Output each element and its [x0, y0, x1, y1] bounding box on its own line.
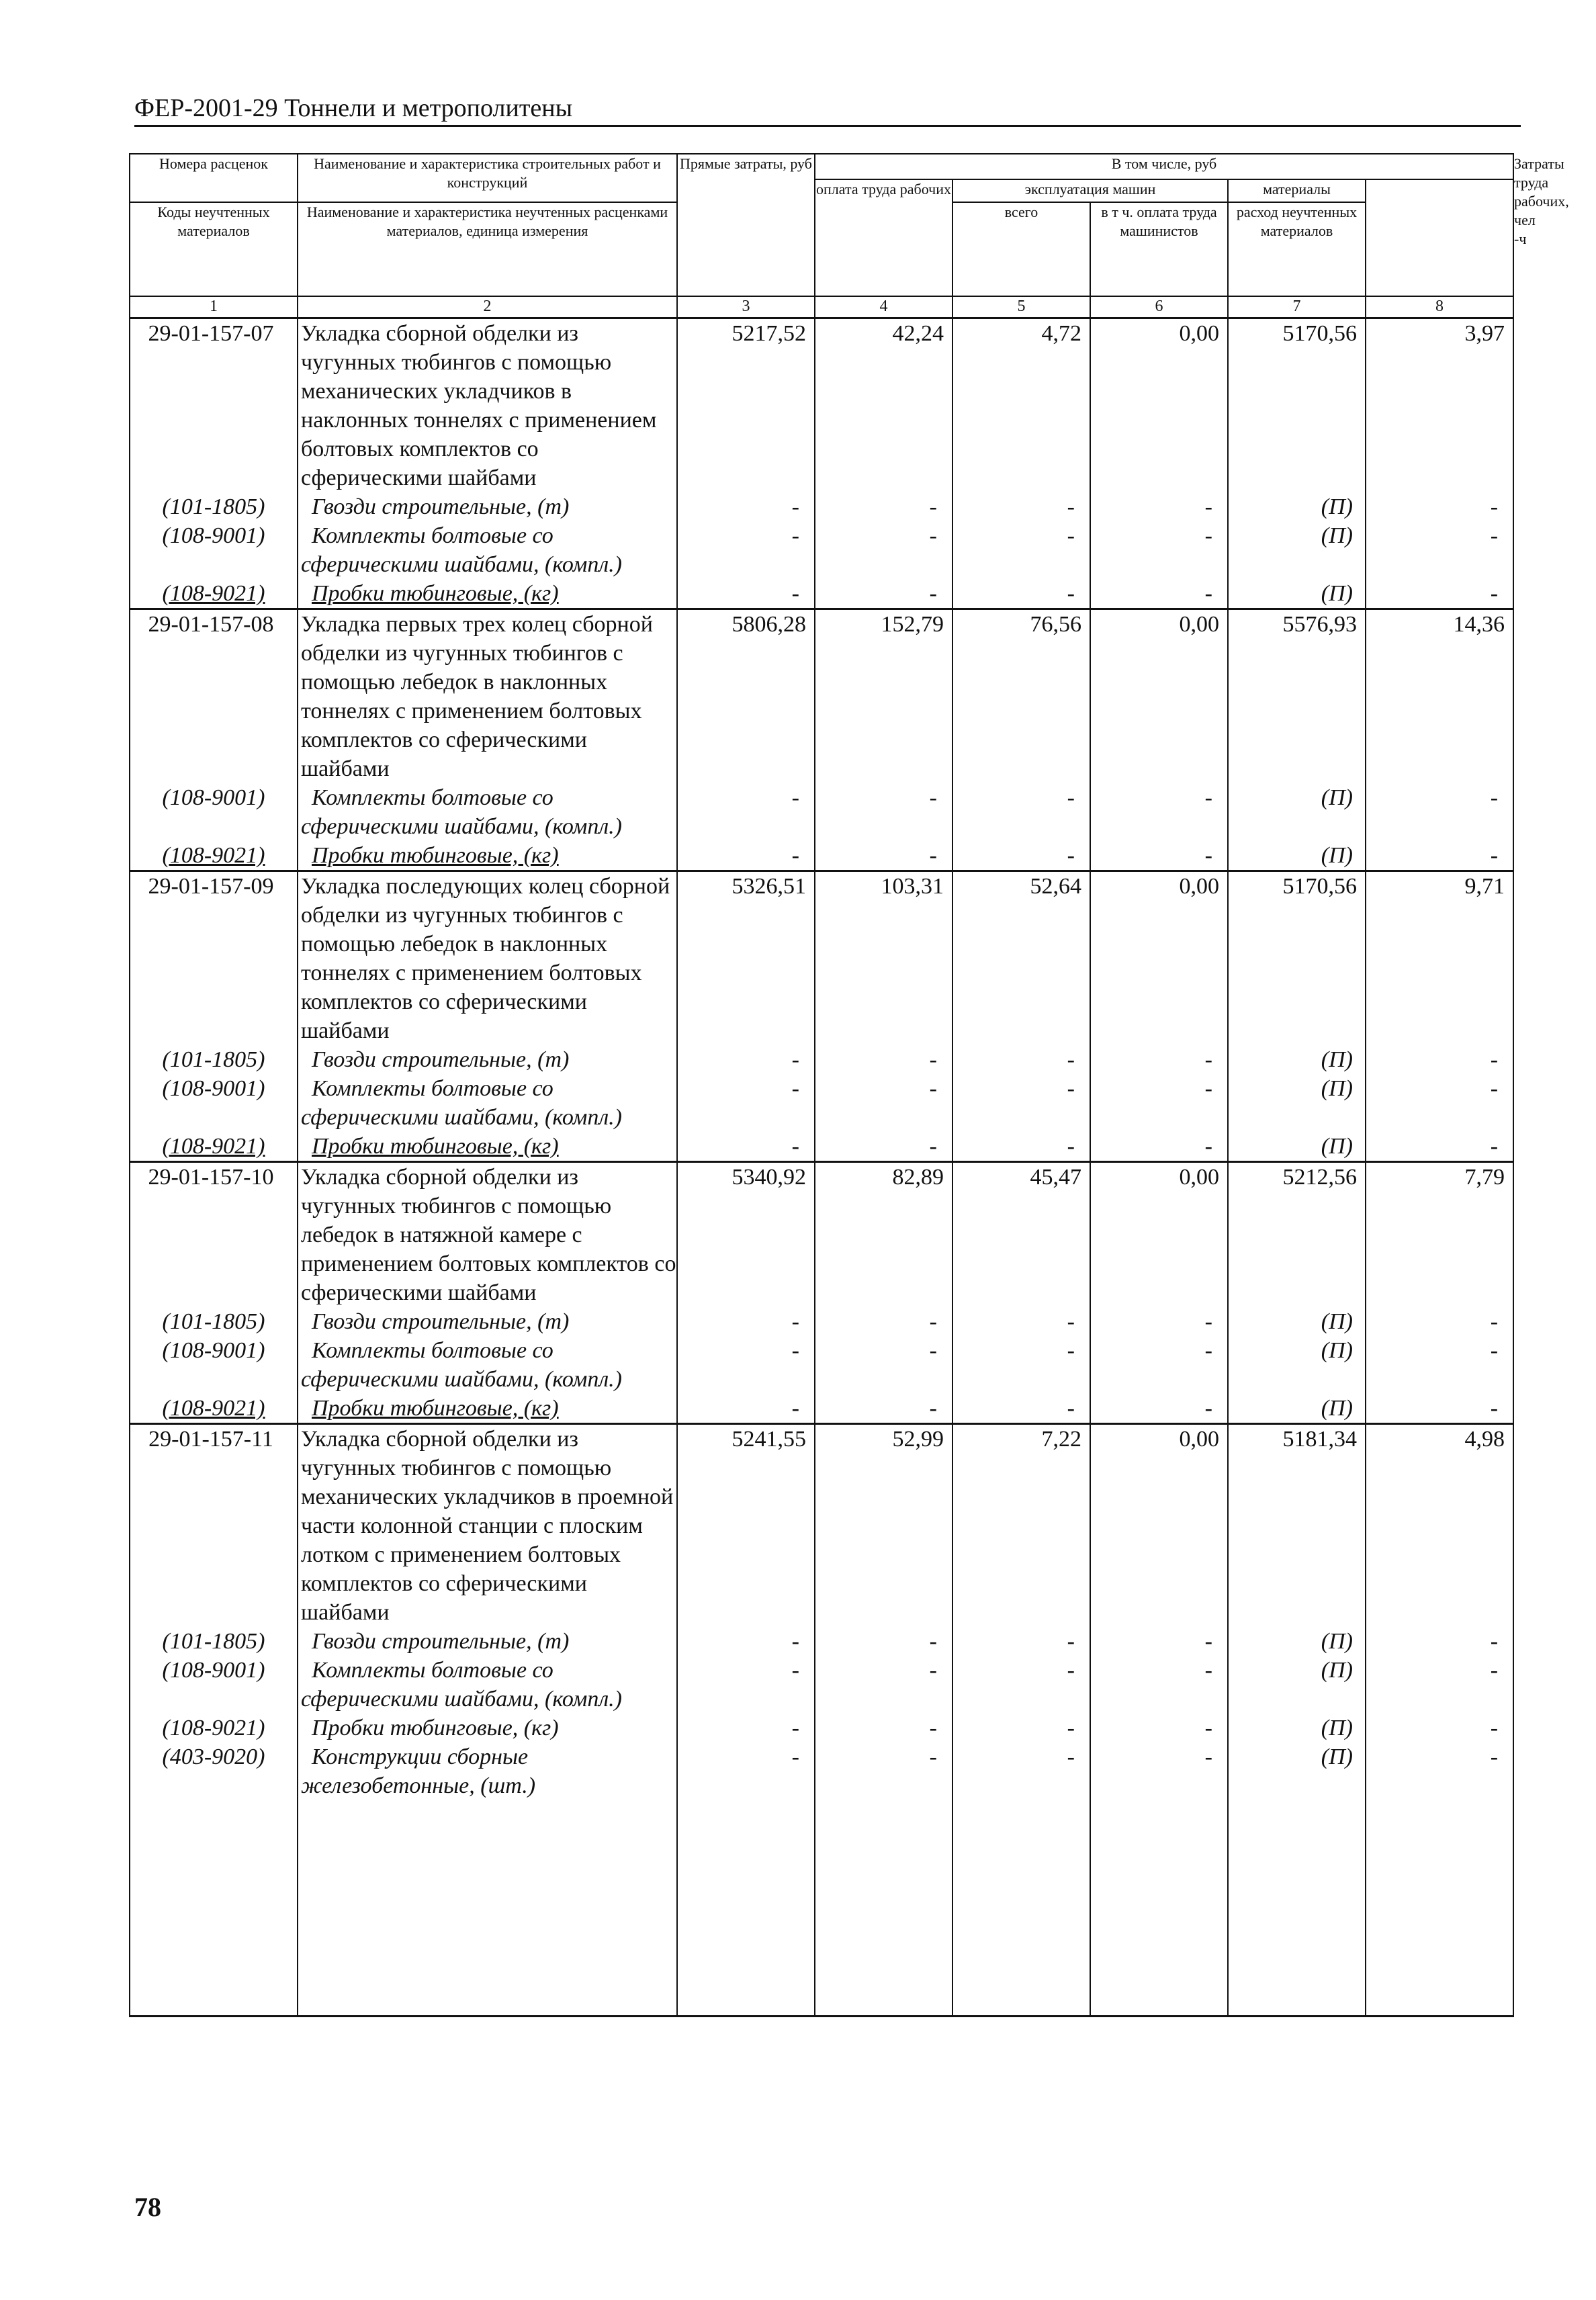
- material-name-line: Комплекты болтовые со: [312, 523, 553, 548]
- rate-code: 29-01-157-08: [130, 609, 298, 784]
- machines-total: -: [952, 1336, 1090, 1394]
- machines-labor: 0,00: [1090, 318, 1228, 493]
- machines-total: -: [952, 783, 1090, 841]
- material-name: [298, 1627, 677, 1656]
- empty-cell: [130, 1800, 298, 2017]
- header-machines-labor: в т ч. оплата труда машинистов: [1090, 202, 1228, 296]
- work-description: Укладка сборной обделки из чугунных тюбингов с помощью механических укладчиков в наклонных тоннелях с применением болтовых комплектов со сферическими шайбами: [298, 318, 677, 493]
- material-code: (101-1805): [130, 1307, 298, 1336]
- labor-pay: -: [815, 521, 952, 579]
- direct-costs: -: [677, 1394, 815, 1424]
- material-name: [298, 1132, 677, 1162]
- material-row: [130, 783, 1513, 841]
- material-name-line: сферическими шайбами, (компл.): [301, 1687, 622, 1712]
- table-row: [130, 318, 1513, 493]
- material-name-line: сферическими шайбами, (компл.): [301, 814, 622, 839]
- empty-cell: [298, 1800, 677, 2017]
- header-codes-bottom: Коды неучтенных материалов: [130, 202, 298, 296]
- labor-hours: 9,71: [1366, 871, 1513, 1046]
- machines-total: -: [952, 1045, 1090, 1074]
- work-description: Укладка первых трех колец сборной обделки из чугунных тюбингов с помощью лебедок в наклонных тоннелях с применением болтовых комплектов со сферическими шайбами: [298, 609, 677, 784]
- materials-cost: 5212,56: [1228, 1162, 1366, 1308]
- material-name-line: Гвозди строительные, (т): [312, 1309, 570, 1334]
- labor-pay: -: [815, 1742, 952, 1800]
- labor-hours: -: [1366, 1394, 1513, 1424]
- labor-hours: 3,97: [1366, 318, 1513, 493]
- material-flag: (П): [1228, 841, 1366, 871]
- machines-total: 7,22: [952, 1424, 1090, 1628]
- labor-hours: -: [1366, 1627, 1513, 1656]
- material-name: [298, 1742, 677, 1800]
- machines-labor: -: [1090, 1656, 1228, 1714]
- material-name-line: Пробки тюбинговые, (кг): [312, 1396, 559, 1421]
- material-flag: (П): [1228, 783, 1366, 841]
- material-code: (108-9021): [130, 1714, 298, 1742]
- machines-labor: -: [1090, 1627, 1228, 1656]
- labor-pay: -: [815, 1336, 952, 1394]
- material-name: [298, 1394, 677, 1424]
- column-number: 3: [677, 296, 815, 318]
- material-row: [130, 579, 1513, 609]
- material-flag: (П): [1228, 1656, 1366, 1714]
- material-row: [130, 1336, 1513, 1394]
- column-number: 2: [298, 296, 677, 318]
- labor-pay: -: [815, 1132, 952, 1162]
- material-code: (108-9021): [130, 579, 298, 609]
- labor-hours: 14,36: [1366, 609, 1513, 784]
- material-name-line: Пробки тюбинговые, (кг): [312, 843, 559, 868]
- material-code: (101-1805): [130, 1627, 298, 1656]
- direct-costs: -: [677, 1074, 815, 1132]
- labor-hours: -: [1366, 521, 1513, 579]
- header-labor-pay: оплата труда рабочих: [815, 179, 952, 296]
- column-number: 4: [815, 296, 952, 318]
- material-name-line: сферическими шайбами, (компл.): [301, 552, 622, 577]
- material-flag: (П): [1228, 1336, 1366, 1394]
- machines-total: 4,72: [952, 318, 1090, 493]
- header-column-numbers: [130, 296, 1513, 318]
- labor-pay: -: [815, 1394, 952, 1424]
- table-row: [130, 609, 1513, 784]
- machines-total: 45,47: [952, 1162, 1090, 1308]
- column-number: 6: [1090, 296, 1228, 318]
- labor-hours: -: [1366, 841, 1513, 871]
- direct-costs: -: [677, 1656, 815, 1714]
- material-row: [130, 1074, 1513, 1132]
- machines-total: -: [952, 521, 1090, 579]
- direct-costs: -: [677, 1742, 815, 1800]
- empty-cell: [1366, 1800, 1513, 2017]
- machines-labor: 0,00: [1090, 1162, 1228, 1308]
- machines-total: 76,56: [952, 609, 1090, 784]
- machines-labor: -: [1090, 1394, 1228, 1424]
- machines-total: -: [952, 1656, 1090, 1714]
- material-name: [298, 1074, 677, 1132]
- machines-labor: -: [1090, 783, 1228, 841]
- material-name-line: Комплекты болтовые со: [312, 785, 553, 810]
- material-name-line: Гвозди строительные, (т): [312, 494, 570, 519]
- labor-hours: -: [1366, 1742, 1513, 1800]
- labor-pay: 42,24: [815, 318, 952, 493]
- material-name-line: сферическими шайбами, (компл.): [301, 1105, 622, 1130]
- direct-costs: -: [677, 579, 815, 609]
- material-code: (108-9001): [130, 1074, 298, 1132]
- material-code: (101-1805): [130, 492, 298, 521]
- labor-hours: -: [1366, 1656, 1513, 1714]
- machines-labor: -: [1090, 492, 1228, 521]
- materials-cost: 5170,56: [1228, 871, 1366, 1046]
- table-row: [130, 1424, 1513, 1628]
- direct-costs: -: [677, 783, 815, 841]
- material-row: [130, 492, 1513, 521]
- material-flag: (П): [1228, 1394, 1366, 1424]
- materials-cost: 5181,34: [1228, 1424, 1366, 1628]
- material-name: [298, 1336, 677, 1394]
- table-header: Номера расценок Наименование и характеристика строительных работ и конструкций Прямые затраты, руб В том числе, руб Затраты труда рабочих, чел -ч оплата труда рабочих эксплуатация машин материалы Коды неучтенных материалов Наименование и характеристика неучтенных расценками материалов, единица измерения всего в т ч. оплата труда машинистов расход неучтенных материалов 1 2 3 4 5 6 7 8: [130, 154, 1513, 318]
- machines-total: 52,64: [952, 871, 1090, 1046]
- material-row: [130, 1394, 1513, 1424]
- direct-costs: -: [677, 1307, 815, 1336]
- work-description: Укладка последующих колец сборной обделки из чугунных тюбингов с помощью лебедок в наклонных тоннелях с применением болтовых комплектов со сферическими шайбами: [298, 871, 677, 1046]
- table-filler: [130, 1800, 1513, 2017]
- work-description: Укладка сборной обделки из чугунных тюбингов с помощью лебедок в натяжной камере с применением болтовых комплектов со сферическими шайбами: [298, 1162, 677, 1308]
- material-flag: (П): [1228, 1714, 1366, 1742]
- column-number: 5: [952, 296, 1090, 318]
- column-number: 1: [130, 296, 298, 318]
- material-row: [130, 1307, 1513, 1336]
- machines-total: -: [952, 492, 1090, 521]
- labor-pay: -: [815, 1656, 952, 1714]
- direct-costs: 5326,51: [677, 871, 815, 1046]
- labor-hours: 7,79: [1366, 1162, 1513, 1308]
- machines-labor: -: [1090, 579, 1228, 609]
- labor-hours: -: [1366, 1045, 1513, 1074]
- machines-labor: -: [1090, 1307, 1228, 1336]
- material-name: [298, 579, 677, 609]
- material-flag: (П): [1228, 521, 1366, 579]
- material-code: (108-9021): [130, 841, 298, 871]
- material-name: [298, 1307, 677, 1336]
- material-flag: (П): [1228, 1045, 1366, 1074]
- material-name-line: Комплекты болтовые со: [312, 1338, 553, 1363]
- direct-costs: -: [677, 492, 815, 521]
- material-row: [130, 1132, 1513, 1162]
- material-code: (108-9001): [130, 1656, 298, 1714]
- document-title: ФЕР-2001-29 Тоннели и метрополитены: [134, 93, 1521, 127]
- material-row: [130, 1627, 1513, 1656]
- labor-pay: -: [815, 1074, 952, 1132]
- material-flag: (П): [1228, 579, 1366, 609]
- materials-cost: 5576,93: [1228, 609, 1366, 784]
- material-flag: (П): [1228, 492, 1366, 521]
- labor-pay: -: [815, 1307, 952, 1336]
- labor-hours: -: [1366, 1307, 1513, 1336]
- labor-pay: 103,31: [815, 871, 952, 1046]
- column-number: 8: [1366, 296, 1513, 318]
- material-code: (108-9021): [130, 1132, 298, 1162]
- labor-pay: -: [815, 579, 952, 609]
- rate-code: 29-01-157-11: [130, 1424, 298, 1628]
- labor-hours: 4,98: [1366, 1424, 1513, 1628]
- material-row: [130, 1742, 1513, 1800]
- material-name: [298, 1045, 677, 1074]
- material-flag: (П): [1228, 1307, 1366, 1336]
- direct-costs: -: [677, 1132, 815, 1162]
- labor-hours: -: [1366, 579, 1513, 609]
- machines-labor: -: [1090, 1045, 1228, 1074]
- material-name-line: Пробки тюбинговые, (кг): [312, 581, 559, 606]
- direct-costs: -: [677, 841, 815, 871]
- labor-pay: -: [815, 1045, 952, 1074]
- header-codes-top: Номера расценок: [130, 154, 298, 202]
- machines-total: -: [952, 1132, 1090, 1162]
- direct-costs: -: [677, 521, 815, 579]
- material-name-line: Комплекты болтовые со: [312, 1076, 553, 1101]
- rate-code: 29-01-157-07: [130, 318, 298, 493]
- machines-total: -: [952, 1627, 1090, 1656]
- machines-labor: -: [1090, 1714, 1228, 1742]
- labor-hours: -: [1366, 1132, 1513, 1162]
- material-code: (108-9001): [130, 521, 298, 579]
- material-row: [130, 1656, 1513, 1714]
- material-name: [298, 492, 677, 521]
- header-materials-sub: расход неучтенных материалов: [1228, 202, 1366, 296]
- materials-cost: 5170,56: [1228, 318, 1366, 493]
- empty-cell: [1090, 1800, 1228, 2017]
- material-flag: (П): [1228, 1074, 1366, 1132]
- material-flag: (П): [1228, 1627, 1366, 1656]
- material-name-line: сферическими шайбами, (компл.): [301, 1367, 622, 1392]
- labor-hours: -: [1366, 492, 1513, 521]
- table-body: [130, 318, 1513, 2017]
- header-direct: Прямые затраты, руб: [677, 154, 815, 296]
- labor-pay: -: [815, 841, 952, 871]
- work-description: Укладка сборной обделки из чугунных тюбингов с помощью механических укладчиков в проемной части колонной станции с плоским лотком с применением болтовых комплектов со сферическими шайбами: [298, 1424, 677, 1628]
- empty-cell: [815, 1800, 952, 2017]
- machines-total: -: [952, 1307, 1090, 1336]
- direct-costs: -: [677, 1336, 815, 1394]
- page-number: 78: [134, 2192, 161, 2222]
- material-row: [130, 1045, 1513, 1074]
- machines-labor: -: [1090, 1074, 1228, 1132]
- direct-costs: 5241,55: [677, 1424, 815, 1628]
- material-row: [130, 1714, 1513, 1742]
- direct-costs: 5340,92: [677, 1162, 815, 1308]
- machines-total: -: [952, 579, 1090, 609]
- labor-hours: -: [1366, 1336, 1513, 1394]
- material-code: (101-1805): [130, 1045, 298, 1074]
- rate-code: 29-01-157-09: [130, 871, 298, 1046]
- material-name-line: Пробки тюбинговые, (кг): [312, 1134, 559, 1159]
- empty-cell: [1228, 1800, 1366, 2017]
- direct-costs: 5806,28: [677, 609, 815, 784]
- material-code: (108-9001): [130, 783, 298, 841]
- machines-labor: -: [1090, 1336, 1228, 1394]
- machines-labor: -: [1090, 1132, 1228, 1162]
- machines-labor: 0,00: [1090, 871, 1228, 1046]
- labor-pay: -: [815, 1714, 952, 1742]
- machines-total: -: [952, 1742, 1090, 1800]
- header-machines-total: всего: [952, 202, 1090, 296]
- direct-costs: -: [677, 1627, 815, 1656]
- machines-total: -: [952, 1714, 1090, 1742]
- material-name-line: Гвозди строительные, (т): [312, 1629, 570, 1654]
- labor-pay: 152,79: [815, 609, 952, 784]
- price-table: [129, 153, 1569, 2017]
- machines-labor: 0,00: [1090, 609, 1228, 784]
- material-code: (403-9020): [130, 1742, 298, 1800]
- labor-pay: 82,89: [815, 1162, 952, 1308]
- empty-cell: [952, 1800, 1090, 2017]
- material-name-line: Пробки тюбинговые, (кг): [312, 1716, 559, 1740]
- direct-costs: 5217,52: [677, 318, 815, 493]
- table-row: [130, 1162, 1513, 1308]
- machines-labor: -: [1090, 1742, 1228, 1800]
- machines-labor: -: [1090, 841, 1228, 871]
- header-incl: В том числе, руб: [815, 154, 1513, 179]
- material-name: [298, 521, 677, 579]
- material-row: [130, 841, 1513, 871]
- labor-pay: -: [815, 783, 952, 841]
- material-name-line: Конструкции сборные: [312, 1744, 529, 1769]
- labor-pay: -: [815, 1627, 952, 1656]
- material-name-line: Комплекты болтовые со: [312, 1658, 553, 1683]
- header-name-top: Наименование и характеристика строительных работ и конструкций: [298, 154, 677, 202]
- table-row: [130, 871, 1513, 1046]
- header-machines: эксплуатация машин: [952, 179, 1228, 202]
- labor-pay: -: [815, 492, 952, 521]
- material-flag: (П): [1228, 1742, 1366, 1800]
- labor-hours: -: [1366, 1714, 1513, 1742]
- header-materials: материалы: [1228, 179, 1366, 202]
- machines-labor: -: [1090, 521, 1228, 579]
- material-name: [298, 1714, 677, 1742]
- material-code: (108-9001): [130, 1336, 298, 1394]
- material-name-line: железобетонные, (шт.): [301, 1773, 536, 1798]
- machines-total: -: [952, 1394, 1090, 1424]
- labor-hours: -: [1366, 1074, 1513, 1132]
- machines-total: -: [952, 841, 1090, 871]
- material-name: [298, 1656, 677, 1714]
- material-flag: (П): [1228, 1132, 1366, 1162]
- material-name: [298, 783, 677, 841]
- machines-total: -: [952, 1074, 1090, 1132]
- material-code: (108-9021): [130, 1394, 298, 1424]
- direct-costs: -: [677, 1714, 815, 1742]
- labor-pay: 52,99: [815, 1424, 952, 1628]
- header-name-bottom: Наименование и характеристика неучтенных расценками материалов, единица измерения: [298, 202, 677, 296]
- machines-labor: 0,00: [1090, 1424, 1228, 1628]
- empty-cell: [677, 1800, 815, 2017]
- material-name: [298, 841, 677, 871]
- direct-costs: -: [677, 1045, 815, 1074]
- rate-code: 29-01-157-10: [130, 1162, 298, 1308]
- column-number: 7: [1228, 296, 1366, 318]
- material-row: [130, 521, 1513, 579]
- material-name-line: Гвозди строительные, (т): [312, 1047, 570, 1072]
- labor-hours: -: [1366, 783, 1513, 841]
